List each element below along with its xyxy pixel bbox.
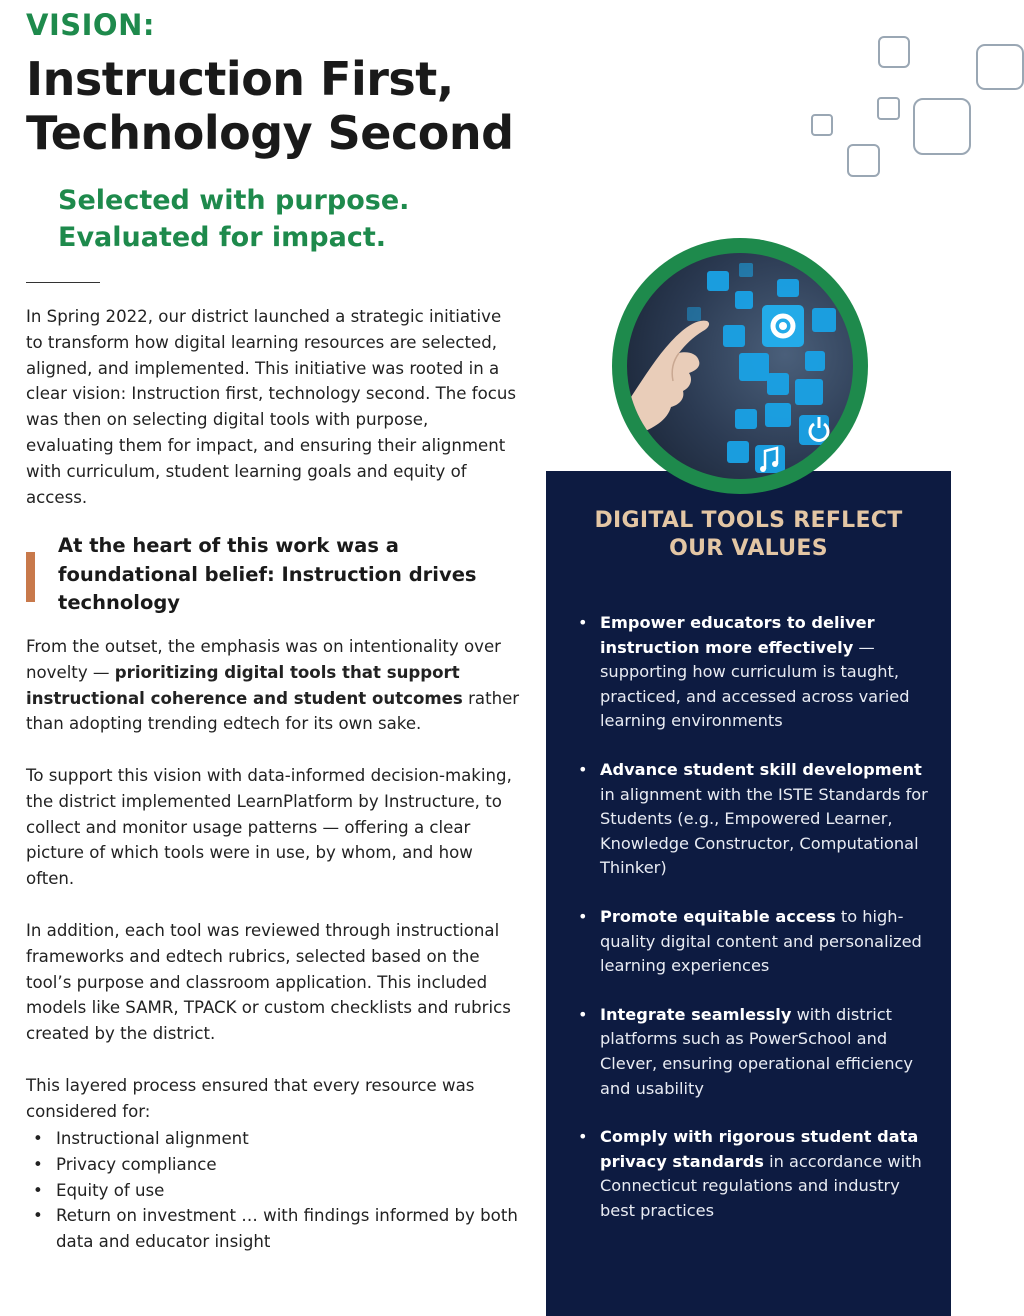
- value-text: in alignment with the ISTE Standards for Students (e.g., Empowered Learner, Knowledge Constructor, Computational Thinker): [600, 784, 928, 878]
- process-paragraph: This layered process ensured that every resource was considered for:: [26, 1076, 475, 1121]
- list-item: [578, 1125, 934, 1223]
- eyebrow-label: VISION:: [26, 8, 155, 42]
- list-item: [578, 1003, 934, 1101]
- square-icon: [877, 97, 900, 120]
- list-item: [578, 758, 934, 881]
- square-icon: [878, 36, 910, 68]
- list-item: [578, 611, 934, 734]
- value-heading: Advance student skill development: [600, 759, 922, 779]
- learnplatform-paragraph: To support this vision with data-informed decision-making, the district implemented LearnPlatform by Instructure, to collect and monitor usage patterns — offering a clear picture of which tools were in use, by whom, and how often.: [26, 766, 512, 889]
- value-heading: Promote equitable access: [600, 906, 836, 926]
- list-item: [578, 905, 934, 979]
- paragraph-text: rather than adopting trending edtech for its own sake.: [26, 688, 520, 734]
- value-text: with district platforms such as PowerSchool and Clever, ensuring operational efficiency and usability: [600, 1004, 913, 1098]
- square-icon: [847, 144, 880, 177]
- intentionality-paragraph: [26, 634, 521, 737]
- subtitle: [58, 182, 409, 256]
- square-icon: [976, 44, 1024, 90]
- value-heading: Integrate seamlessly: [600, 1004, 792, 1024]
- title-line-1: Instruction First,: [26, 52, 454, 106]
- callout-quote: At the heart of this work was a foundational belief: Instruction drives technology: [58, 534, 477, 614]
- value-heading: Empower educators to deliver instruction more effectively: [600, 613, 875, 657]
- digital-tools-illustration: [627, 253, 853, 479]
- list-item: • Instructional alignment: [26, 1126, 521, 1152]
- value-text: — supporting how curriculum is taught, practiced, and accessed across varied learning environments: [600, 637, 910, 731]
- title-line-2: Technology Second: [26, 106, 514, 160]
- square-icon: [811, 114, 833, 136]
- values-panel-title: [546, 507, 951, 563]
- values-panel: [546, 471, 951, 1316]
- values-list: [578, 611, 934, 1223]
- subtitle-line-1: Selected with purpose.: [58, 185, 410, 216]
- paragraph-text: From the outset, the emphasis was on intentionality over novelty —: [26, 637, 501, 682]
- rubrics-paragraph: In addition, each tool was reviewed through instructional frameworks and edtech rubrics, selected based on the tool’s purpose and classroom application. This included models like SAMR, TPACK or custom checklists and rubrics created by the district.: [26, 921, 511, 1044]
- list-item: • Equity of use: [26, 1178, 521, 1204]
- values-title-line-1: DIGITAL TOOLS REFLECT: [594, 508, 903, 533]
- paragraph-emphasis: prioritizing digital tools that support instructional coherence and student outcomes: [26, 662, 463, 708]
- list-item: • Privacy compliance: [26, 1152, 521, 1178]
- value-heading: Comply with rigorous student data privacy standards: [600, 1127, 919, 1171]
- list-item: • Return on investment … with findings informed by both data and educator insight: [26, 1203, 521, 1255]
- values-title-line-2: OUR VALUES: [669, 536, 828, 561]
- subtitle-line-2: Evaluated for impact.: [58, 222, 387, 253]
- criteria-list: [26, 1126, 521, 1255]
- divider: [26, 282, 100, 283]
- page-title: [26, 52, 514, 160]
- value-text: in accordance with Connecticut regulations and industry best practices: [600, 1151, 922, 1220]
- square-icon: [913, 98, 971, 155]
- callout-accent-bar: [26, 552, 35, 602]
- intro-paragraph: In Spring 2022, our district launched a strategic initiative to transform how digital learning resources are selected, aligned, and implemented. This initiative was rooted in a clear vision: Instruction first, technology second. The focus was then on selecting digital tools with purpose, evaluating them for impact, and ensuring their alignment with curriculum, student learning goals and equity of access.: [26, 307, 517, 507]
- value-text: to high-quality digital content and personalized learning experiences: [600, 906, 922, 976]
